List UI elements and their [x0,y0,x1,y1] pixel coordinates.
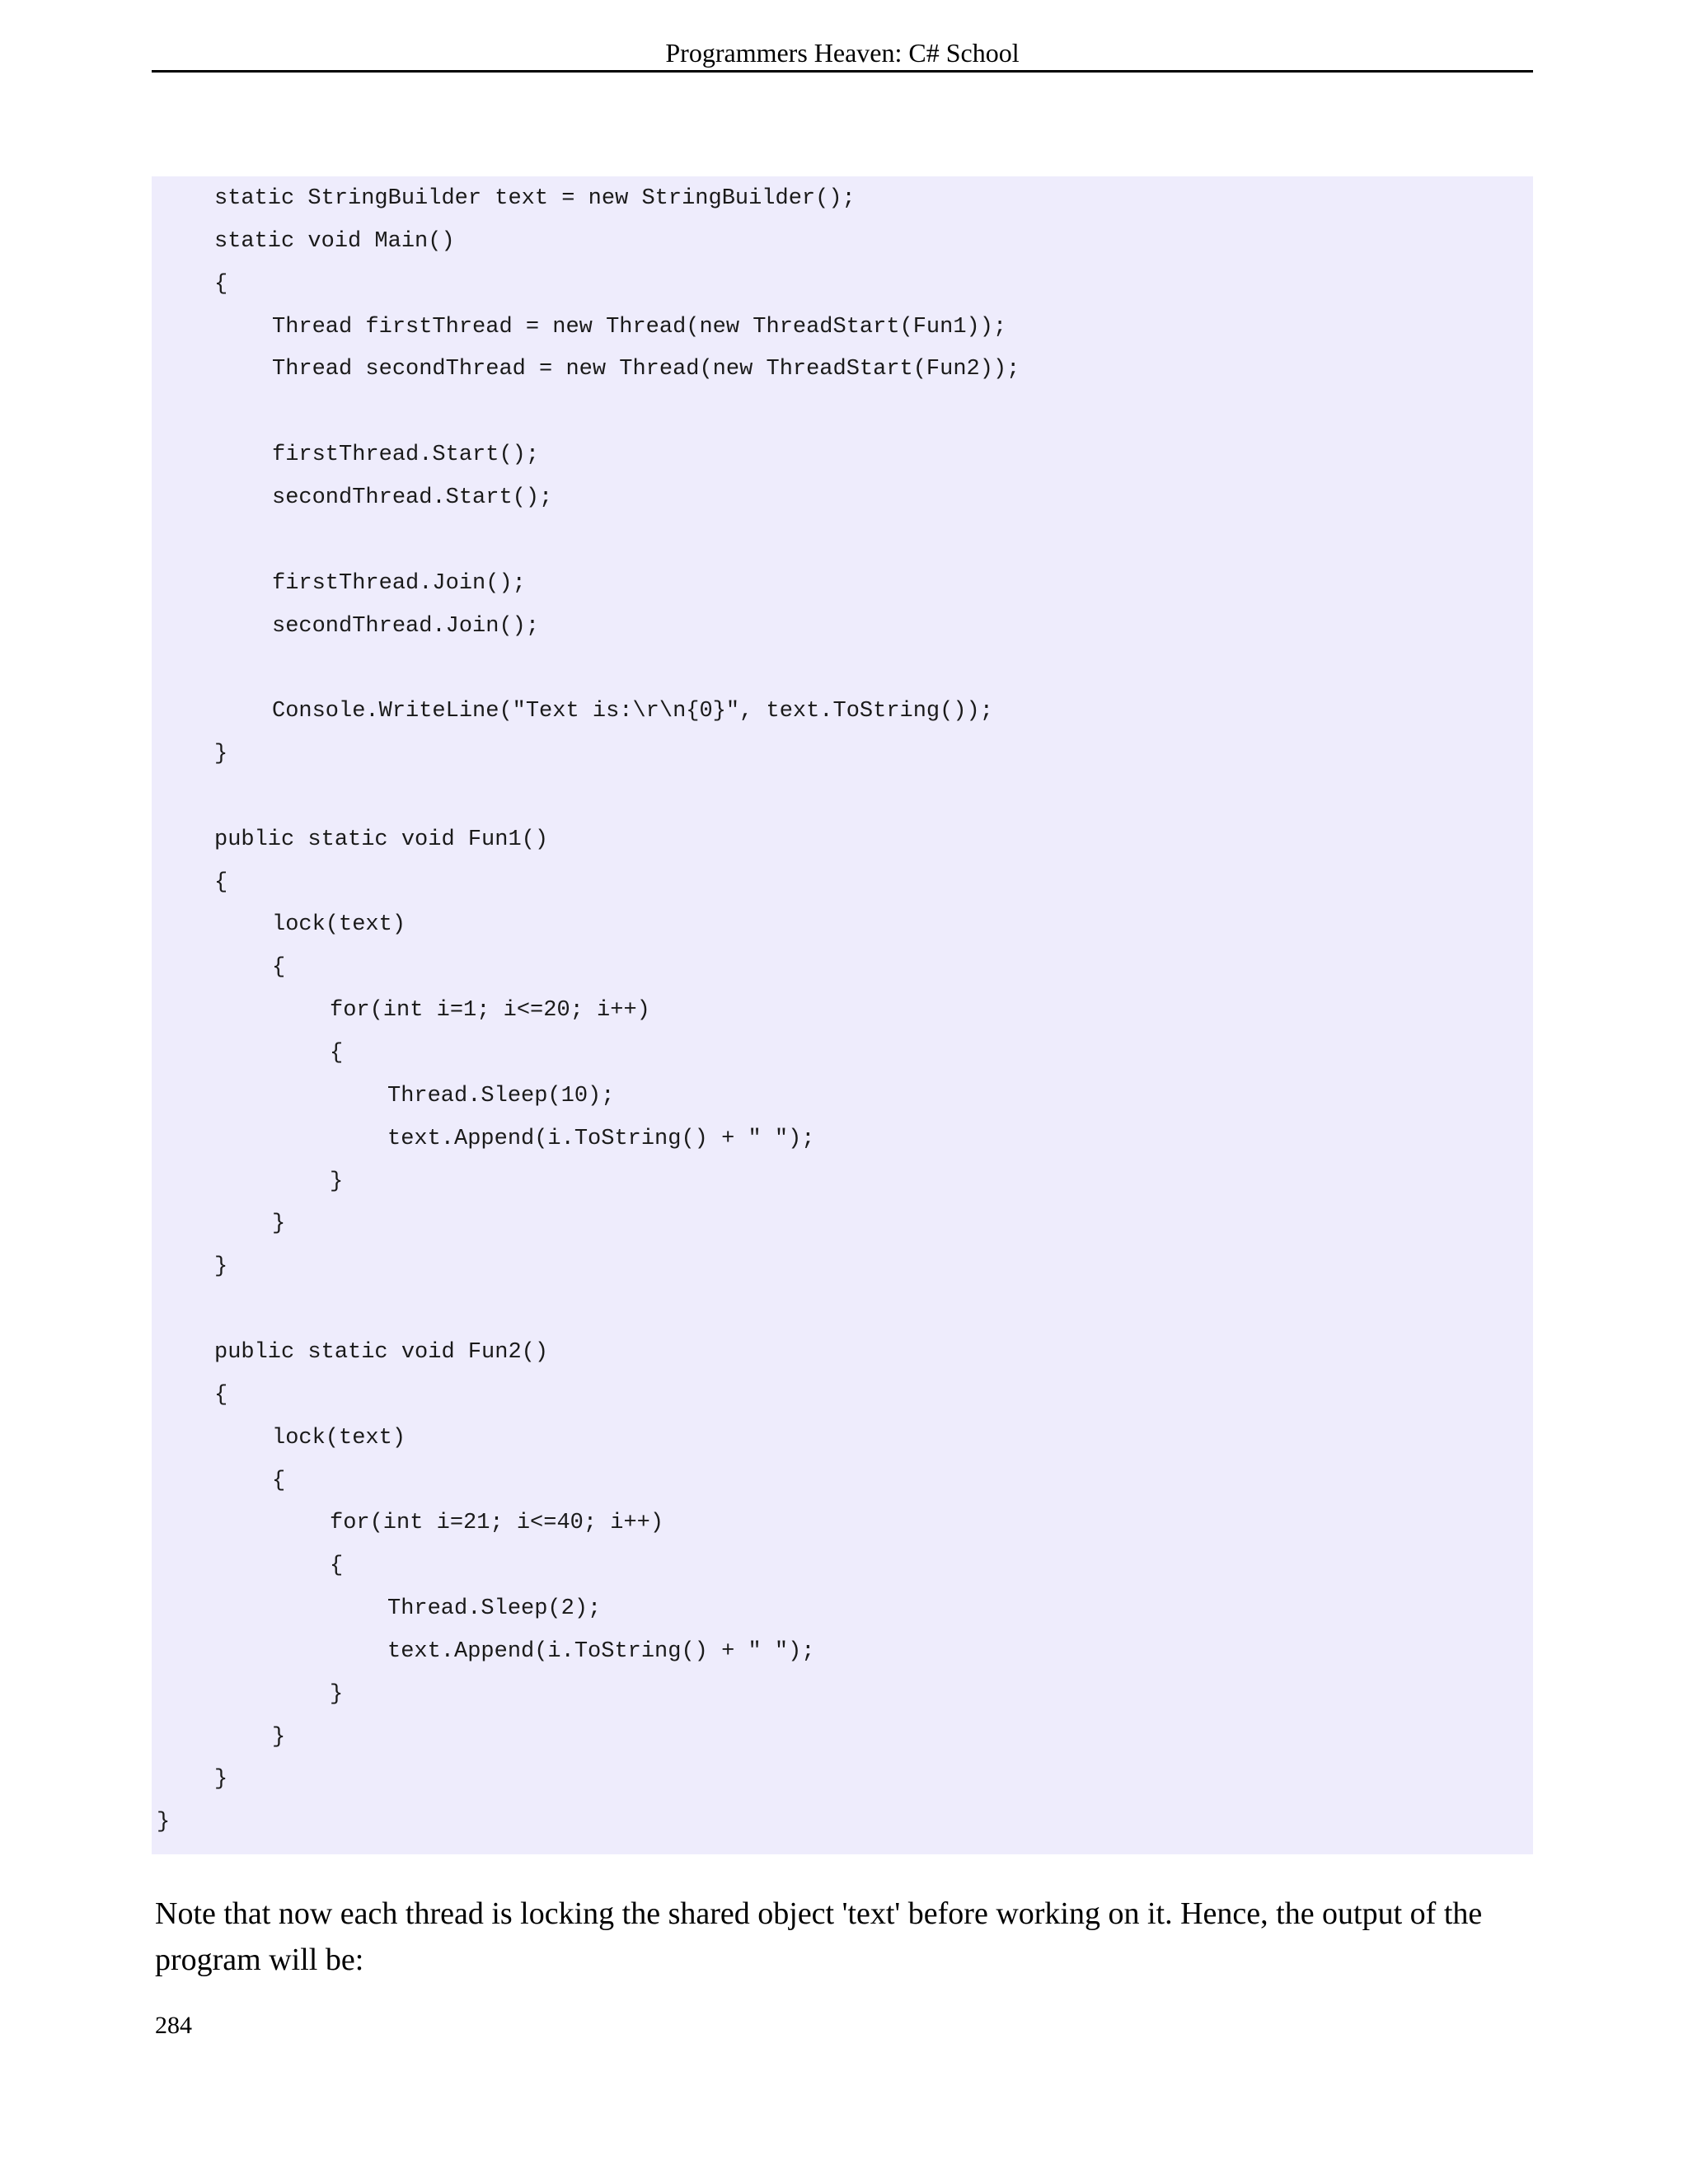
code-line: { [214,869,228,895]
code-line: secondThread.Start(); [272,485,553,510]
code-line: for(int i=21; i<=40; i++) [330,1511,664,1536]
code-line: } [214,1767,228,1793]
body-paragraph: Note that now each thread is locking the shared object 'text' before working on it. Hence, the output of the program will be: [155,1896,1483,1977]
code-line: text.Append(i.ToString() + " "); [387,1126,815,1151]
header-rule [152,70,1533,73]
code-line: } [272,1724,286,1750]
code-line: } [330,1681,344,1707]
code-line: Thread firstThread = new Thread(new ThreadStart(Fun1)); [272,314,1007,340]
code-line: } [214,1254,228,1280]
code-line: firstThread.Join(); [272,570,526,596]
code-line: static StringBuilder text = new StringBuilder(); [214,186,856,211]
code-line: Thread.Sleep(2); [387,1596,602,1622]
code-line: } [272,1212,286,1237]
page-number: 284 [155,2012,192,2039]
code-line: } [157,1810,171,1835]
code-line: secondThread.Join(); [272,613,540,639]
code-line: lock(text) [272,912,406,938]
code-line: public static void Fun2() [214,1339,549,1365]
code-line: firstThread.Start(); [272,443,540,468]
code-line: } [214,742,228,767]
code-line: { [214,271,228,297]
code-line: { [214,1382,228,1408]
code-line: { [272,955,286,981]
code-line: } [330,1169,344,1194]
code-line: Thread.Sleep(10); [387,1083,615,1108]
code-line: Console.WriteLine("Text is:\r\n{0}", text.ToString()); [272,699,993,724]
code-line: { [330,1041,344,1066]
code-line: { [272,1468,286,1493]
code-line: Thread secondThread = new Thread(new ThreadStart(Fun2)); [272,357,1020,382]
code-line: for(int i=1; i<=20; i++) [330,998,650,1024]
code-line: text.Append(i.ToString() + " "); [387,1638,815,1664]
code-listing [152,176,1533,1854]
code-line: { [330,1554,344,1579]
code-line: static void Main() [214,228,455,254]
code-line: public static void Fun1() [214,827,549,852]
code-line: lock(text) [272,1425,406,1451]
running-header: Programmers Heaven: C# School [665,38,1020,68]
